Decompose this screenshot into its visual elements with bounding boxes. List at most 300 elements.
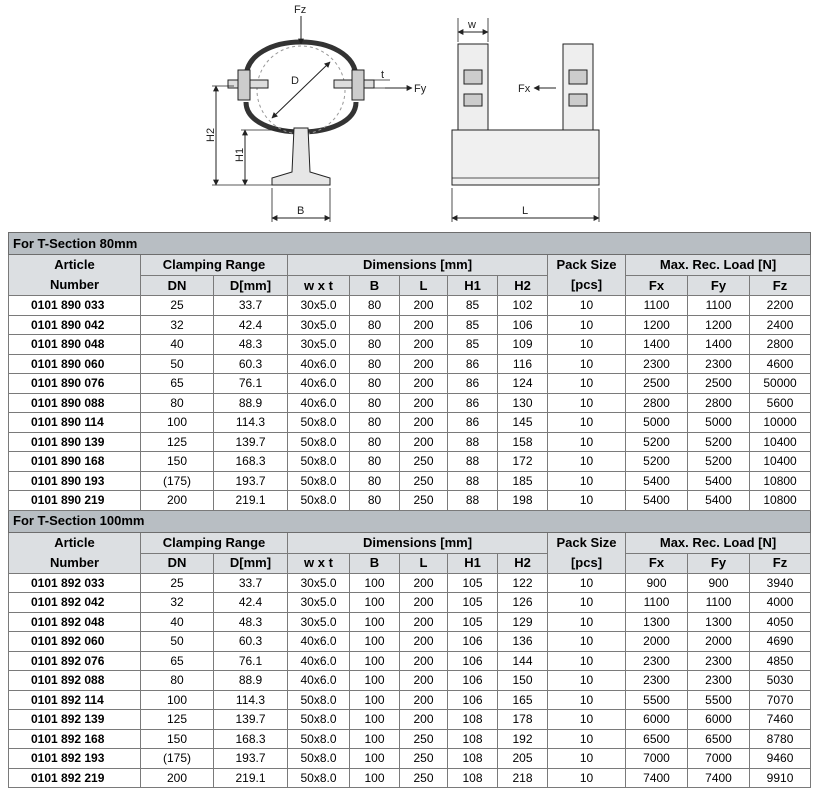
cell-h1: 86: [448, 354, 498, 374]
label-d: D: [291, 75, 299, 87]
cell-d-mm: 193.7: [214, 749, 288, 769]
cell-d-mm: 76.1: [214, 374, 288, 394]
cell-l: 200: [400, 335, 448, 355]
cell-d-mm: 76.1: [214, 651, 288, 671]
cell-b: 100: [350, 632, 400, 652]
cell-fz: 4600: [750, 354, 811, 374]
cell-d-mm: 48.3: [214, 335, 288, 355]
cell-dn: 65: [141, 651, 214, 671]
cell-b: 100: [350, 651, 400, 671]
cell-fz: 50000: [750, 374, 811, 394]
d-arrow: [272, 62, 330, 118]
cell-h2: 172: [498, 452, 548, 472]
cell-fx: 7000: [626, 749, 688, 769]
table-row: [9, 671, 811, 691]
header-wxt: w x t: [288, 276, 350, 296]
cell-article-number: 0101 892 114: [9, 690, 141, 710]
cell-l: 200: [400, 354, 448, 374]
cell-dn: 100: [141, 413, 214, 433]
cell-fx: 2300: [626, 651, 688, 671]
cell-b: 80: [350, 374, 400, 394]
header-pack-size: Pack Size: [548, 532, 626, 553]
table-row: [9, 452, 811, 472]
label-fx: Fx: [518, 83, 531, 95]
header-row-2: [9, 276, 811, 296]
cell-fz: 4000: [750, 593, 811, 613]
header-l: L: [400, 276, 448, 296]
header-h1: H1: [448, 276, 498, 296]
cell-dn: 150: [141, 729, 214, 749]
table-row: [9, 749, 811, 769]
cell-dn: (175): [141, 471, 214, 491]
cell-h2: 109: [498, 335, 548, 355]
ring-upper: [246, 42, 356, 78]
header-wxt: w x t: [288, 553, 350, 573]
cell-fy: 1100: [688, 296, 750, 316]
cell-d-mm: 42.4: [214, 593, 288, 613]
cell-b: 100: [350, 593, 400, 613]
cell-b: 100: [350, 573, 400, 593]
cell-h1: 108: [448, 729, 498, 749]
cell-article-number: 0101 890 193: [9, 471, 141, 491]
cell-h2: 185: [498, 471, 548, 491]
cell-fy: 1200: [688, 315, 750, 335]
header-pcs: [pcs]: [548, 553, 626, 573]
cell-b: 100: [350, 749, 400, 769]
label-l: L: [522, 205, 529, 217]
cell-pack-size: 10: [548, 632, 626, 652]
cell-d-mm: 193.7: [214, 471, 288, 491]
header-d-mm: D[mm]: [214, 276, 288, 296]
table-row: [9, 491, 811, 511]
cell-fy: 2300: [688, 651, 750, 671]
cell-dn: 125: [141, 432, 214, 452]
cell-h1: 105: [448, 573, 498, 593]
cell-l: 250: [400, 729, 448, 749]
cell-d-mm: 33.7: [214, 573, 288, 593]
technical-drawing: [0, 0, 816, 232]
cell-article-number: 0101 892 219: [9, 768, 141, 788]
label-h2: H2: [205, 127, 217, 142]
cell-fy: 2500: [688, 374, 750, 394]
cell-dn: 40: [141, 612, 214, 632]
cell-fy: 5400: [688, 491, 750, 511]
cell-fx: 2800: [626, 393, 688, 413]
cell-fz: 4050: [750, 612, 811, 632]
cell-b: 80: [350, 452, 400, 472]
cell-dn: 40: [141, 335, 214, 355]
cell-fx: 2500: [626, 374, 688, 394]
cell-wxt: 30x5.0: [288, 315, 350, 335]
cell-wxt: 50x8.0: [288, 690, 350, 710]
cell-fy: 5500: [688, 690, 750, 710]
cell-pack-size: 10: [548, 413, 626, 433]
label-fz: Fz: [294, 4, 307, 16]
cell-wxt: 40x6.0: [288, 632, 350, 652]
table-row: [9, 374, 811, 394]
side-view: [452, 18, 599, 222]
cell-l: 250: [400, 452, 448, 472]
cell-h2: 136: [498, 632, 548, 652]
table-row: [9, 768, 811, 788]
cell-pack-size: 10: [548, 690, 626, 710]
cell-b: 80: [350, 296, 400, 316]
cell-fy: 900: [688, 573, 750, 593]
cell-h1: 88: [448, 432, 498, 452]
cell-fz: 9910: [750, 768, 811, 788]
cell-dn: (175): [141, 749, 214, 769]
cell-l: 250: [400, 491, 448, 511]
cell-l: 200: [400, 432, 448, 452]
cell-b: 80: [350, 491, 400, 511]
cell-d-mm: 139.7: [214, 432, 288, 452]
table-row: [9, 432, 811, 452]
cell-d-mm: 33.7: [214, 296, 288, 316]
cell-article-number: 0101 892 060: [9, 632, 141, 652]
table-row: [9, 471, 811, 491]
cell-l: 200: [400, 651, 448, 671]
cell-dn: 32: [141, 315, 214, 335]
cell-fx: 2300: [626, 671, 688, 691]
cell-article-number: 0101 892 048: [9, 612, 141, 632]
cell-dn: 50: [141, 632, 214, 652]
cell-wxt: 40x6.0: [288, 374, 350, 394]
bolt-left: [238, 70, 250, 100]
bolt-right: [352, 70, 364, 100]
cell-fx: 900: [626, 573, 688, 593]
cell-fz: 2800: [750, 335, 811, 355]
cell-h2: 129: [498, 612, 548, 632]
cell-article-number: 0101 892 168: [9, 729, 141, 749]
cell-b: 80: [350, 432, 400, 452]
cell-article-number: 0101 890 219: [9, 491, 141, 511]
cell-article-number: 0101 890 048: [9, 335, 141, 355]
cell-h1: 106: [448, 632, 498, 652]
table-row: [9, 729, 811, 749]
cell-dn: 200: [141, 768, 214, 788]
cell-dn: 125: [141, 710, 214, 730]
header-fz: Fz: [750, 276, 811, 296]
cell-h2: 130: [498, 393, 548, 413]
cell-fx: 7400: [626, 768, 688, 788]
cell-h1: 106: [448, 690, 498, 710]
cell-d-mm: 219.1: [214, 768, 288, 788]
cell-dn: 200: [141, 491, 214, 511]
cell-fy: 2300: [688, 671, 750, 691]
header-number: Number: [9, 276, 141, 296]
cell-l: 200: [400, 593, 448, 613]
cell-b: 80: [350, 393, 400, 413]
cell-l: 200: [400, 315, 448, 335]
cell-d-mm: 219.1: [214, 491, 288, 511]
cell-fz: 3940: [750, 573, 811, 593]
cell-h2: 205: [498, 749, 548, 769]
cell-h1: 85: [448, 296, 498, 316]
header-row-1: [9, 532, 811, 553]
table-row: [9, 335, 811, 355]
cell-wxt: 50x8.0: [288, 452, 350, 472]
cell-l: 200: [400, 690, 448, 710]
cell-fy: 5400: [688, 471, 750, 491]
cell-fx: 5500: [626, 690, 688, 710]
cell-pack-size: 10: [548, 573, 626, 593]
header-fz: Fz: [750, 553, 811, 573]
cell-h2: 126: [498, 593, 548, 613]
cell-fx: 5200: [626, 432, 688, 452]
cell-h1: 85: [448, 315, 498, 335]
cell-d-mm: 88.9: [214, 671, 288, 691]
cell-pack-size: 10: [548, 354, 626, 374]
header-b: B: [350, 276, 400, 296]
cell-b: 80: [350, 315, 400, 335]
section-title: For T-Section 100mm: [9, 510, 811, 532]
table-row: [9, 315, 811, 335]
table-row: [9, 690, 811, 710]
cell-fx: 6500: [626, 729, 688, 749]
cell-l: 250: [400, 471, 448, 491]
cell-h1: 105: [448, 593, 498, 613]
cell-fz: 2400: [750, 315, 811, 335]
cell-l: 200: [400, 710, 448, 730]
cell-b: 100: [350, 612, 400, 632]
clamp-drawing-svg: [0, 0, 816, 232]
cell-fx: 5000: [626, 413, 688, 433]
cell-wxt: 50x8.0: [288, 710, 350, 730]
table-body: [9, 233, 811, 788]
header-h1: H1: [448, 553, 498, 573]
cell-d-mm: 60.3: [214, 354, 288, 374]
cell-b: 80: [350, 471, 400, 491]
cell-pack-size: 10: [548, 593, 626, 613]
cell-article-number: 0101 892 042: [9, 593, 141, 613]
cell-fz: 4850: [750, 651, 811, 671]
cell-fx: 2000: [626, 632, 688, 652]
cell-wxt: 30x5.0: [288, 296, 350, 316]
cell-wxt: 40x6.0: [288, 651, 350, 671]
cell-l: 200: [400, 296, 448, 316]
table-row: [9, 413, 811, 433]
cell-h2: 102: [498, 296, 548, 316]
cell-article-number: 0101 892 076: [9, 651, 141, 671]
cell-dn: 50: [141, 354, 214, 374]
tables-container: [8, 232, 810, 788]
table-row: [9, 573, 811, 593]
cell-pack-size: 10: [548, 315, 626, 335]
cell-dn: 65: [141, 374, 214, 394]
cell-l: 200: [400, 393, 448, 413]
header-row-1: [9, 255, 811, 276]
table-row: [9, 393, 811, 413]
cell-h1: 86: [448, 374, 498, 394]
section-row: [9, 510, 811, 532]
cell-h2: 106: [498, 315, 548, 335]
table-row: [9, 632, 811, 652]
cell-fz: 2200: [750, 296, 811, 316]
cell-l: 250: [400, 768, 448, 788]
cell-pack-size: 10: [548, 671, 626, 691]
cell-h2: 192: [498, 729, 548, 749]
cell-fy: 2000: [688, 632, 750, 652]
cell-fy: 7000: [688, 749, 750, 769]
cell-h2: 122: [498, 573, 548, 593]
cell-pack-size: 10: [548, 749, 626, 769]
cell-fx: 1200: [626, 315, 688, 335]
cell-h1: 88: [448, 471, 498, 491]
header-max-load: Max. Rec. Load [N]: [626, 255, 811, 276]
cell-h1: 106: [448, 651, 498, 671]
cell-h2: 218: [498, 768, 548, 788]
cell-dn: 80: [141, 671, 214, 691]
cell-wxt: 30x5.0: [288, 612, 350, 632]
cell-fx: 1400: [626, 335, 688, 355]
cell-pack-size: 10: [548, 432, 626, 452]
cell-wxt: 40x6.0: [288, 671, 350, 691]
cell-l: 250: [400, 749, 448, 769]
cell-h2: 116: [498, 354, 548, 374]
section-title: For T-Section 80mm: [9, 233, 811, 255]
band-right: [563, 44, 593, 130]
cell-d-mm: 139.7: [214, 710, 288, 730]
cell-fy: 5000: [688, 413, 750, 433]
cell-pack-size: 10: [548, 296, 626, 316]
cell-h1: 105: [448, 612, 498, 632]
header-dn: DN: [141, 276, 214, 296]
header-clamping-range: Clamping Range: [141, 532, 288, 553]
header-l: L: [400, 553, 448, 573]
cell-article-number: 0101 892 033: [9, 573, 141, 593]
cell-wxt: 50x8.0: [288, 432, 350, 452]
cell-fy: 1400: [688, 335, 750, 355]
cell-wxt: 30x5.0: [288, 573, 350, 593]
cell-d-mm: 114.3: [214, 690, 288, 710]
header-b: B: [350, 553, 400, 573]
cell-b: 100: [350, 671, 400, 691]
cell-dn: 25: [141, 573, 214, 593]
t-section: [272, 128, 330, 185]
cell-wxt: 30x5.0: [288, 593, 350, 613]
cell-fz: 7460: [750, 710, 811, 730]
cell-fy: 6500: [688, 729, 750, 749]
cell-fz: 10000: [750, 413, 811, 433]
band-left: [458, 44, 488, 130]
cell-d-mm: 114.3: [214, 413, 288, 433]
cell-h1: 86: [448, 393, 498, 413]
cell-l: 200: [400, 413, 448, 433]
cell-l: 200: [400, 632, 448, 652]
cell-d-mm: 88.9: [214, 393, 288, 413]
cell-d-mm: 168.3: [214, 452, 288, 472]
cell-h2: 165: [498, 690, 548, 710]
cell-fz: 5600: [750, 393, 811, 413]
cell-pack-size: 10: [548, 612, 626, 632]
cell-fz: 10800: [750, 471, 811, 491]
header-clamping-range: Clamping Range: [141, 255, 288, 276]
label-h1: H1: [234, 147, 246, 162]
cell-fx: 6000: [626, 710, 688, 730]
cell-pack-size: 10: [548, 729, 626, 749]
cell-h1: 86: [448, 413, 498, 433]
cell-d-mm: 42.4: [214, 315, 288, 335]
table-row: [9, 612, 811, 632]
cell-fx: 5400: [626, 471, 688, 491]
front-view: [212, 16, 412, 222]
cell-h2: 198: [498, 491, 548, 511]
cell-fz: 10400: [750, 452, 811, 472]
cell-h2: 150: [498, 671, 548, 691]
cell-h1: 85: [448, 335, 498, 355]
cell-wxt: 30x5.0: [288, 335, 350, 355]
cell-fx: 1300: [626, 612, 688, 632]
cell-dn: 80: [141, 393, 214, 413]
table-row: [9, 710, 811, 730]
cell-h1: 108: [448, 710, 498, 730]
cell-fy: 6000: [688, 710, 750, 730]
spec-table: [8, 232, 811, 788]
cell-pack-size: 10: [548, 452, 626, 472]
table-row: [9, 354, 811, 374]
cell-article-number: 0101 890 139: [9, 432, 141, 452]
cell-h2: 124: [498, 374, 548, 394]
cell-h2: 178: [498, 710, 548, 730]
cell-h1: 108: [448, 749, 498, 769]
cell-h1: 106: [448, 671, 498, 691]
header-h2: H2: [498, 276, 548, 296]
cell-d-mm: 60.3: [214, 632, 288, 652]
cell-d-mm: 48.3: [214, 612, 288, 632]
cell-pack-size: 10: [548, 651, 626, 671]
cell-h1: 88: [448, 491, 498, 511]
header-d-mm: D[mm]: [214, 553, 288, 573]
cell-wxt: 50x8.0: [288, 768, 350, 788]
cell-wxt: 50x8.0: [288, 729, 350, 749]
cell-pack-size: 10: [548, 710, 626, 730]
cell-fx: 5200: [626, 452, 688, 472]
cell-fz: 4690: [750, 632, 811, 652]
cell-article-number: 0101 890 076: [9, 374, 141, 394]
table-row: [9, 296, 811, 316]
header-max-load: Max. Rec. Load [N]: [626, 532, 811, 553]
cell-pack-size: 10: [548, 471, 626, 491]
label-b: B: [297, 205, 305, 217]
cell-wxt: 50x8.0: [288, 471, 350, 491]
cell-article-number: 0101 890 042: [9, 315, 141, 335]
cell-wxt: 50x8.0: [288, 413, 350, 433]
header-article: Article: [9, 532, 141, 553]
cell-article-number: 0101 890 114: [9, 413, 141, 433]
cell-fy: 5200: [688, 452, 750, 472]
cell-dn: 100: [141, 690, 214, 710]
header-article: Article: [9, 255, 141, 276]
header-number: Number: [9, 553, 141, 573]
cell-wxt: 50x8.0: [288, 491, 350, 511]
cell-l: 200: [400, 612, 448, 632]
cell-l: 200: [400, 671, 448, 691]
cell-dn: 25: [141, 296, 214, 316]
cell-fy: 5200: [688, 432, 750, 452]
header-fx: Fx: [626, 553, 688, 573]
header-dimensions: Dimensions [mm]: [288, 532, 548, 553]
cell-dn: 32: [141, 593, 214, 613]
table-row: [9, 651, 811, 671]
cell-h1: 88: [448, 452, 498, 472]
cell-b: 100: [350, 690, 400, 710]
header-dn: DN: [141, 553, 214, 573]
cell-wxt: 50x8.0: [288, 749, 350, 769]
cell-pack-size: 10: [548, 491, 626, 511]
section-row: [9, 233, 811, 255]
cell-b: 100: [350, 710, 400, 730]
header-fy: Fy: [688, 276, 750, 296]
